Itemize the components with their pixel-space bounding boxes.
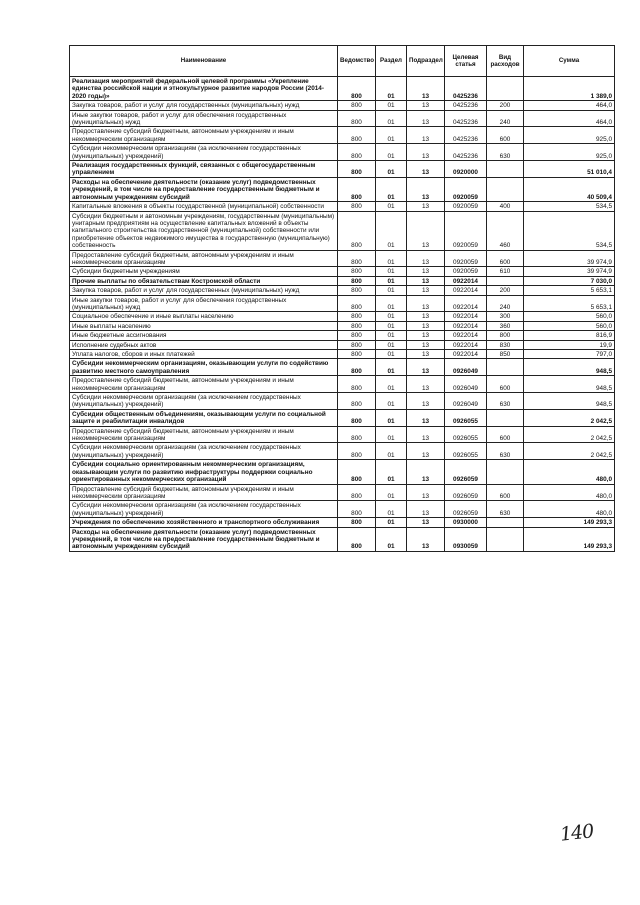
cell-name: Прочие выплаты по обязательствам Костромской области <box>70 276 338 285</box>
cell-vid: 850 <box>487 350 524 359</box>
cell-statya: 0926049 <box>445 359 487 376</box>
cell-vid <box>487 409 524 426</box>
table-row <box>70 460 615 484</box>
cell-vedomstvo: 800 <box>338 177 376 201</box>
table-row <box>70 127 615 144</box>
cell-vid: 630 <box>487 501 524 518</box>
cell-name: Предоставление субсидий бюджетным, автономным учреждениям и иным некоммерческим организациям <box>70 376 338 393</box>
cell-name: Субсидии бюджетным и автономным учреждениям, государственным (муниципальным) унитарным предприятиям на осуществление капитальных вложений в объекты капитального строительства государственной (муниципальной) собственности или приобретение объектов недвижимого имущества в государственную (муниципальную) собственность <box>70 211 338 250</box>
cell-podrazdel: 13 <box>407 101 445 110</box>
cell-podrazdel: 13 <box>407 295 445 312</box>
cell-statya: 0922014 <box>445 350 487 359</box>
cell-vedomstvo: 800 <box>338 359 376 376</box>
cell-podrazdel: 13 <box>407 321 445 330</box>
cell-vedomstvo: 800 <box>338 484 376 501</box>
table-row <box>70 161 615 178</box>
table-row <box>70 321 615 330</box>
table-row <box>70 409 615 426</box>
cell-statya: 0922014 <box>445 312 487 321</box>
cell-name: Субсидии некоммерческим организациям (за исключением государственных (муниципальных) учреждений) <box>70 393 338 410</box>
cell-razdel: 01 <box>376 177 407 201</box>
cell-podrazdel: 13 <box>407 501 445 518</box>
cell-vid: 360 <box>487 321 524 330</box>
cell-summa: 480,0 <box>524 484 615 501</box>
cell-vid: 400 <box>487 202 524 211</box>
cell-vedomstvo: 800 <box>338 101 376 110</box>
table-row <box>70 443 615 460</box>
cell-statya: 0920059 <box>445 250 487 267</box>
cell-podrazdel: 13 <box>407 426 445 443</box>
cell-summa: 534,5 <box>524 202 615 211</box>
cell-statya: 0425236 <box>445 101 487 110</box>
cell-vid <box>487 460 524 484</box>
cell-podrazdel: 13 <box>407 127 445 144</box>
cell-name: Уплата налогов, сборов и иных платежей <box>70 350 338 359</box>
cell-vid: 200 <box>487 101 524 110</box>
table-row <box>70 144 615 161</box>
cell-name: Субсидии некоммерческим организациям (за исключением государственных (муниципальных) учреждений) <box>70 443 338 460</box>
cell-razdel: 01 <box>376 276 407 285</box>
cell-statya: 0425236 <box>445 77 487 101</box>
cell-podrazdel: 13 <box>407 77 445 101</box>
table-row <box>70 518 615 527</box>
table-row <box>70 484 615 501</box>
cell-vid: 200 <box>487 286 524 295</box>
cell-statya: 0425236 <box>445 110 487 127</box>
cell-summa: 480,0 <box>524 460 615 484</box>
cell-vid <box>487 276 524 285</box>
cell-vid: 600 <box>487 376 524 393</box>
cell-summa: 948,5 <box>524 376 615 393</box>
cell-podrazdel: 13 <box>407 267 445 276</box>
cell-vedomstvo: 800 <box>338 350 376 359</box>
cell-razdel: 01 <box>376 110 407 127</box>
cell-summa: 480,0 <box>524 501 615 518</box>
cell-podrazdel: 13 <box>407 177 445 201</box>
cell-statya: 0425236 <box>445 144 487 161</box>
cell-podrazdel: 13 <box>407 518 445 527</box>
page-number: 140 <box>558 820 595 846</box>
cell-vedomstvo: 800 <box>338 460 376 484</box>
cell-podrazdel: 13 <box>407 144 445 161</box>
table-row <box>70 527 615 551</box>
cell-summa: 560,0 <box>524 321 615 330</box>
cell-name: Субсидии некоммерческим организациям (за исключением государственных (муниципальных) учреждений) <box>70 501 338 518</box>
cell-summa: 797,0 <box>524 350 615 359</box>
cell-summa: 51 010,4 <box>524 161 615 178</box>
cell-podrazdel: 13 <box>407 350 445 359</box>
cell-podrazdel: 13 <box>407 527 445 551</box>
cell-statya: 0930059 <box>445 527 487 551</box>
cell-name: Субсидии бюджетным учреждениям <box>70 267 338 276</box>
cell-name: Капитальные вложения в объекты государственной (муниципальной) собственности <box>70 202 338 211</box>
table-row <box>70 101 615 110</box>
cell-razdel: 01 <box>376 312 407 321</box>
cell-statya: 0926059 <box>445 501 487 518</box>
cell-razdel: 01 <box>376 211 407 250</box>
cell-podrazdel: 13 <box>407 312 445 321</box>
cell-podrazdel: 13 <box>407 443 445 460</box>
cell-summa: 925,0 <box>524 127 615 144</box>
cell-summa: 560,0 <box>524 312 615 321</box>
cell-razdel: 01 <box>376 161 407 178</box>
cell-vedomstvo: 800 <box>338 211 376 250</box>
cell-razdel: 01 <box>376 350 407 359</box>
cell-razdel: 01 <box>376 518 407 527</box>
cell-podrazdel: 13 <box>407 393 445 410</box>
cell-name: Расходы на обеспечение деятельности (оказание услуг) подведомственных учреждений, в том числе на предоставление государственным бюджетным и автономным учреждениям субсидий <box>70 177 338 201</box>
table-row <box>70 393 615 410</box>
cell-vedomstvo: 800 <box>338 250 376 267</box>
cell-summa: 2 042,5 <box>524 426 615 443</box>
cell-summa: 19,9 <box>524 340 615 349</box>
cell-razdel: 01 <box>376 286 407 295</box>
cell-name: Исполнение судебных актов <box>70 340 338 349</box>
header-podrazdel: Подраздел <box>407 46 445 77</box>
cell-podrazdel: 13 <box>407 376 445 393</box>
header-vid: Вид расходов <box>487 46 524 77</box>
table-row <box>70 267 615 276</box>
cell-statya: 0922014 <box>445 331 487 340</box>
cell-vedomstvo: 800 <box>338 321 376 330</box>
cell-name: Субсидии некоммерческим организациям (за исключением государственных (муниципальных) учреждений) <box>70 144 338 161</box>
cell-summa: 40 509,4 <box>524 177 615 201</box>
cell-razdel: 01 <box>376 527 407 551</box>
cell-razdel: 01 <box>376 144 407 161</box>
cell-vid: 240 <box>487 110 524 127</box>
cell-razdel: 01 <box>376 340 407 349</box>
table-row <box>70 77 615 101</box>
cell-podrazdel: 13 <box>407 110 445 127</box>
cell-vid: 300 <box>487 312 524 321</box>
cell-vid: 610 <box>487 267 524 276</box>
cell-summa: 464,0 <box>524 110 615 127</box>
cell-name: Расходы на обеспечение деятельности (оказание услуг) подведомственных учреждений, в том числе на предоставление государственным бюджетным и автономным учреждениям субсидий <box>70 527 338 551</box>
cell-vedomstvo: 800 <box>338 202 376 211</box>
cell-vid <box>487 161 524 178</box>
cell-name: Закупка товаров, работ и услуг для государственных (муниципальных) нужд <box>70 286 338 295</box>
table-row <box>70 250 615 267</box>
cell-podrazdel: 13 <box>407 331 445 340</box>
cell-name: Субсидии некоммерческим организациям, оказывающим услуги по содействию развитию местного самоуправления <box>70 359 338 376</box>
cell-razdel: 01 <box>376 127 407 144</box>
cell-summa: 7 030,0 <box>524 276 615 285</box>
table-row <box>70 276 615 285</box>
cell-name: Предоставление субсидий бюджетным, автономным учреждениям и иным некоммерческим организациям <box>70 484 338 501</box>
cell-summa: 149 293,3 <box>524 527 615 551</box>
table-row <box>70 331 615 340</box>
table-row <box>70 426 615 443</box>
cell-statya: 0922014 <box>445 276 487 285</box>
cell-podrazdel: 13 <box>407 409 445 426</box>
header-razdel: Раздел <box>376 46 407 77</box>
cell-name: Реализация мероприятий федеральной целевой программы «Укрепление единства российской нации и этнокультурное развитие народов России (2014-2020 годы)» <box>70 77 338 101</box>
cell-statya: 0926049 <box>445 393 487 410</box>
cell-vedomstvo: 800 <box>338 426 376 443</box>
cell-razdel: 01 <box>376 501 407 518</box>
cell-summa: 464,0 <box>524 101 615 110</box>
cell-vedomstvo: 800 <box>338 340 376 349</box>
cell-statya: 0920000 <box>445 161 487 178</box>
header-vedomstvo: Ведомство <box>338 46 376 77</box>
cell-name: Закупка товаров, работ и услуг для государственных (муниципальных) нужд <box>70 101 338 110</box>
cell-razdel: 01 <box>376 77 407 101</box>
cell-razdel: 01 <box>376 484 407 501</box>
cell-razdel: 01 <box>376 359 407 376</box>
cell-vedomstvo: 800 <box>338 443 376 460</box>
table-header <box>70 46 615 77</box>
cell-vid: 830 <box>487 340 524 349</box>
cell-name: Предоставление субсидий бюджетным, автономным учреждениям и иным некоммерческим организациям <box>70 426 338 443</box>
table-row <box>70 177 615 201</box>
cell-vedomstvo: 800 <box>338 77 376 101</box>
cell-podrazdel: 13 <box>407 250 445 267</box>
cell-razdel: 01 <box>376 321 407 330</box>
cell-podrazdel: 13 <box>407 202 445 211</box>
cell-razdel: 01 <box>376 376 407 393</box>
cell-podrazdel: 13 <box>407 276 445 285</box>
cell-razdel: 01 <box>376 101 407 110</box>
cell-podrazdel: 13 <box>407 484 445 501</box>
cell-statya: 0922014 <box>445 295 487 312</box>
cell-statya: 0926055 <box>445 443 487 460</box>
header-statya: Целевая статья <box>445 46 487 77</box>
cell-razdel: 01 <box>376 460 407 484</box>
table-row <box>70 501 615 518</box>
document-page <box>69 45 614 552</box>
cell-vedomstvo: 800 <box>338 393 376 410</box>
cell-vid: 600 <box>487 127 524 144</box>
table-row <box>70 312 615 321</box>
cell-summa: 5 653,1 <box>524 286 615 295</box>
cell-vedomstvo: 800 <box>338 312 376 321</box>
cell-name: Предоставление субсидий бюджетным, автономным учреждениям и иным некоммерческим организациям <box>70 250 338 267</box>
cell-name: Реализация государственных функций, связанных с общегосударственным управлением <box>70 161 338 178</box>
cell-razdel: 01 <box>376 331 407 340</box>
header-name: Наименование <box>70 46 338 77</box>
cell-vedomstvo: 800 <box>338 267 376 276</box>
table-row <box>70 202 615 211</box>
cell-name: Иные выплаты населению <box>70 321 338 330</box>
cell-vedomstvo: 800 <box>338 501 376 518</box>
cell-summa: 1 389,0 <box>524 77 615 101</box>
cell-statya: 0922014 <box>445 286 487 295</box>
table-row <box>70 211 615 250</box>
cell-razdel: 01 <box>376 202 407 211</box>
cell-statya: 0926059 <box>445 484 487 501</box>
cell-vedomstvo: 800 <box>338 376 376 393</box>
cell-vedomstvo: 800 <box>338 409 376 426</box>
cell-vedomstvo: 800 <box>338 295 376 312</box>
cell-summa: 2 042,5 <box>524 443 615 460</box>
cell-vedomstvo: 800 <box>338 161 376 178</box>
cell-razdel: 01 <box>376 250 407 267</box>
cell-vid: 600 <box>487 250 524 267</box>
cell-razdel: 01 <box>376 443 407 460</box>
cell-name: Иные бюджетные ассигнования <box>70 331 338 340</box>
cell-podrazdel: 13 <box>407 286 445 295</box>
table-row <box>70 110 615 127</box>
table-row <box>70 340 615 349</box>
cell-statya: 0926055 <box>445 409 487 426</box>
table-row <box>70 359 615 376</box>
table-row <box>70 295 615 312</box>
cell-summa: 39 974,9 <box>524 267 615 276</box>
cell-summa: 39 974,9 <box>524 250 615 267</box>
cell-summa: 816,9 <box>524 331 615 340</box>
table-row <box>70 376 615 393</box>
cell-name: Субсидии социально ориентированным некоммерческим организациям, оказывающим услуги по развитию инфраструктуры поддержки социально ориентированных некоммерческих организаций <box>70 460 338 484</box>
cell-statya: 0922014 <box>445 321 487 330</box>
cell-name: Субсидии общественным объединениям, оказывающим услуги по социальной защите и реабилитации инвалидов <box>70 409 338 426</box>
cell-podrazdel: 13 <box>407 211 445 250</box>
cell-podrazdel: 13 <box>407 161 445 178</box>
cell-vid: 630 <box>487 443 524 460</box>
cell-vid: 240 <box>487 295 524 312</box>
cell-vid: 630 <box>487 393 524 410</box>
cell-name: Предоставление субсидий бюджетным, автономным учреждениям и иным некоммерческим организациям <box>70 127 338 144</box>
cell-vid <box>487 518 524 527</box>
cell-podrazdel: 13 <box>407 340 445 349</box>
cell-statya: 0926055 <box>445 426 487 443</box>
table-row <box>70 286 615 295</box>
cell-statya: 0920059 <box>445 211 487 250</box>
cell-statya: 0922014 <box>445 340 487 349</box>
cell-summa: 2 042,5 <box>524 409 615 426</box>
cell-vedomstvo: 800 <box>338 286 376 295</box>
cell-razdel: 01 <box>376 426 407 443</box>
cell-vedomstvo: 800 <box>338 518 376 527</box>
cell-podrazdel: 13 <box>407 359 445 376</box>
cell-vid: 800 <box>487 331 524 340</box>
cell-statya: 0920059 <box>445 177 487 201</box>
cell-summa: 948,5 <box>524 393 615 410</box>
cell-razdel: 01 <box>376 393 407 410</box>
cell-vedomstvo: 800 <box>338 144 376 161</box>
cell-vid: 630 <box>487 144 524 161</box>
cell-vid: 600 <box>487 484 524 501</box>
cell-statya: 0930000 <box>445 518 487 527</box>
header-summa: Сумма <box>524 46 615 77</box>
cell-summa: 534,5 <box>524 211 615 250</box>
cell-vid <box>487 359 524 376</box>
cell-name: Иные закупки товаров, работ и услуг для обеспечения государственных (муниципальных) нужд <box>70 110 338 127</box>
cell-summa: 5 653,1 <box>524 295 615 312</box>
cell-razdel: 01 <box>376 295 407 312</box>
budget-table <box>69 45 615 552</box>
cell-summa: 948,5 <box>524 359 615 376</box>
cell-vedomstvo: 800 <box>338 276 376 285</box>
cell-statya: 0920059 <box>445 202 487 211</box>
cell-vid: 460 <box>487 211 524 250</box>
cell-vid: 600 <box>487 426 524 443</box>
cell-vedomstvo: 800 <box>338 527 376 551</box>
table-body <box>70 77 615 552</box>
cell-summa: 925,0 <box>524 144 615 161</box>
cell-vid <box>487 177 524 201</box>
cell-vedomstvo: 800 <box>338 331 376 340</box>
cell-podrazdel: 13 <box>407 460 445 484</box>
cell-vedomstvo: 800 <box>338 127 376 144</box>
cell-statya: 0926049 <box>445 376 487 393</box>
cell-vid <box>487 527 524 551</box>
cell-name: Учреждения по обеспечению хозяйственного и транспортного обслуживания <box>70 518 338 527</box>
cell-name: Социальное обеспечение и иные выплаты населению <box>70 312 338 321</box>
cell-statya: 0425236 <box>445 127 487 144</box>
cell-summa: 149 293,3 <box>524 518 615 527</box>
cell-name: Иные закупки товаров, работ и услуг для обеспечения государственных (муниципальных) нужд <box>70 295 338 312</box>
cell-vedomstvo: 800 <box>338 110 376 127</box>
cell-razdel: 01 <box>376 267 407 276</box>
cell-statya: 0926059 <box>445 460 487 484</box>
cell-statya: 0920059 <box>445 267 487 276</box>
cell-razdel: 01 <box>376 409 407 426</box>
cell-vid <box>487 77 524 101</box>
table-row <box>70 350 615 359</box>
